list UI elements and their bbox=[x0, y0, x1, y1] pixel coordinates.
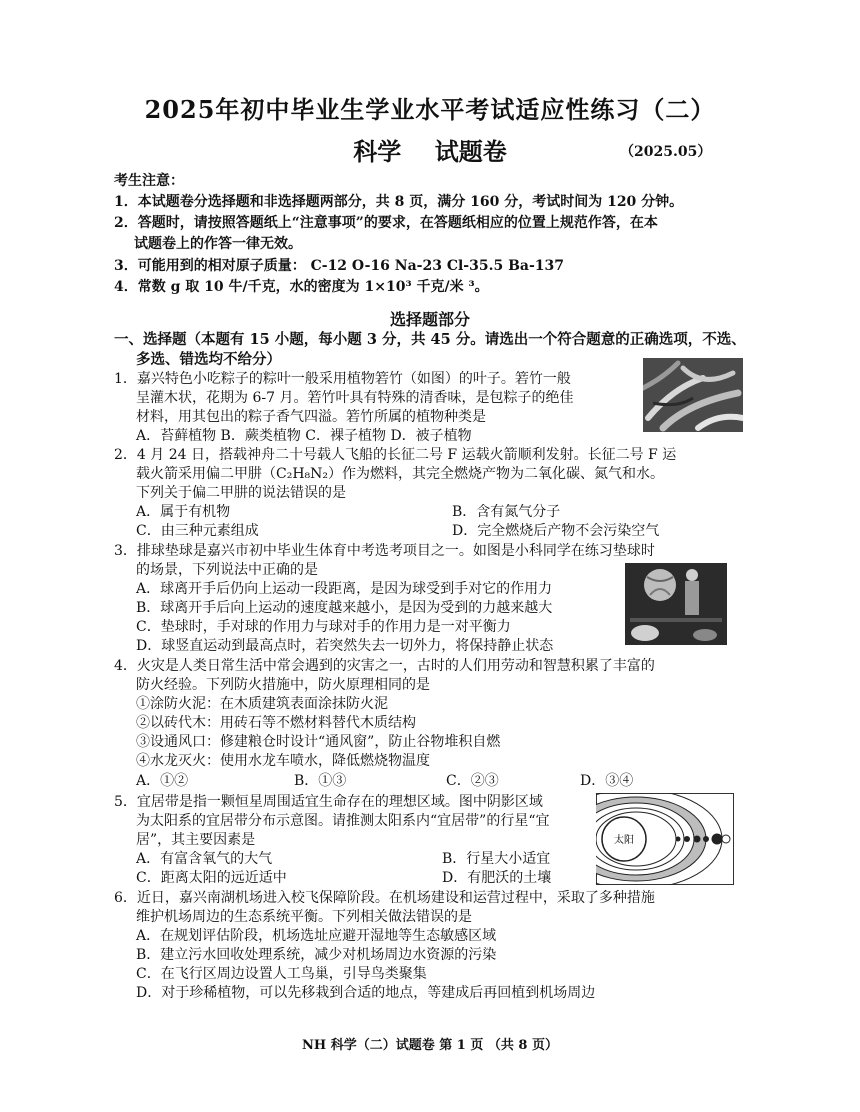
notice-item: 2．答题时，请按照答题纸上“注意事项”的要求，在答题纸相应的位置上规范作答，在本 bbox=[114, 215, 658, 231]
section-title: 选择题部分 bbox=[389, 310, 470, 329]
q1-stem: 呈灌木状，花期为 6-7 月。箬竹叶具有特殊的清香味，是包粽子的绝佳 bbox=[136, 390, 574, 406]
q5-option-a: A．有富含氧气的大气 bbox=[136, 851, 273, 867]
sun-label: 太阳 bbox=[614, 835, 634, 846]
q6-option-d: D．对于珍稀植物，可以先移栽到合适的地点，等建成后再回植到机场周边 bbox=[136, 985, 596, 1001]
bamboo-leaf-photo bbox=[643, 358, 743, 432]
q4-option-d: D．③④ bbox=[580, 773, 634, 789]
q2-stem: 下列关于偏二甲肼的说法错误的是 bbox=[136, 485, 346, 501]
q2-option-c: C．由三种元素组成 bbox=[136, 523, 259, 539]
q5-stem: 居”，其主要因素是 bbox=[136, 832, 256, 848]
q3-option-a: A．球离开手后仍向上运动一段距离，是因为球受到手对它的作用力 bbox=[136, 581, 553, 597]
notice-item: 4．常数 g 取 10 牛/千克，水的密度为 1×10³ 千克/米 ³。 bbox=[114, 279, 489, 295]
q6-option-a: A．在规划评估阶段，机场选址应避开湿地等生态敏感区域 bbox=[136, 928, 497, 944]
q3-stem: 3．排球垫球是嘉兴市初中毕业生体育中考选考项目之一。如图是小科同学在练习垫球时 bbox=[114, 543, 655, 559]
q3-stem: 的场景，下列说法中正确的是 bbox=[136, 562, 318, 578]
q2-option-a: A．属于有机物 bbox=[136, 504, 231, 520]
exam-date: （2025.05） bbox=[620, 144, 712, 160]
section-intro: 多选、错选均不给分） bbox=[136, 351, 281, 368]
q3-option-b: B．球离开手后向上运动的速度越来越小，是因为受到的力越来越大 bbox=[136, 600, 553, 616]
exam-title: 2025年初中毕业生学业水平考试适应性练习（二） bbox=[144, 95, 716, 124]
q4-option-c: C．②③ bbox=[446, 773, 499, 789]
notice-heading: 考生注意： bbox=[114, 173, 184, 189]
q5-stem: 5．宜居带是指一颗恒星周围适宜生命存在的理想区域。图中阴影区域 bbox=[114, 794, 543, 810]
habitable-zone-diagram bbox=[596, 793, 734, 885]
q1-options: A．苔藓植物 B．蕨类植物 C．裸子植物 D．被子植物 bbox=[136, 428, 472, 444]
q2-option-b: B．含有氮气分子 bbox=[452, 504, 561, 520]
q1-stem: 1．嘉兴特色小吃粽子的粽叶一般采用植物箬竹（如图）的叶子。箬竹一般 bbox=[114, 371, 571, 387]
q6-option-c: C．在飞行区周边设置人工鸟巢，引导鸟类聚集 bbox=[136, 966, 427, 982]
q4-measure: ③设通风口：修建粮仓时设计“通风窗”，防止谷物堆积自燃 bbox=[136, 734, 501, 750]
q4-stem: 4．火灾是人类日常生活中常会遇到的灾害之一，古时的人们用劳动和智慧积累了丰富的 bbox=[114, 658, 655, 674]
solar-system-svg bbox=[596, 793, 734, 885]
exam-subtitle: 科学 试题卷 bbox=[353, 137, 507, 166]
q5-option-c: C．距离太阳的远近适中 bbox=[136, 870, 287, 886]
q6-stem: 6．近日，嘉兴南湖机场进入校飞保障阶段。在机场建设和运营过程中，采取了多种措施 bbox=[114, 890, 655, 906]
notice-item: 试题卷上的作答一律无效。 bbox=[134, 236, 302, 252]
q5-option-b: B．行星大小适宜 bbox=[442, 851, 551, 867]
q5-option-d: D．有肥沃的土壤 bbox=[442, 870, 552, 886]
q4-measure: ②以砖代木：用砖石等不燃材料替代木质结构 bbox=[136, 715, 416, 731]
q4-measure: ④水龙灭火：使用水龙车喷水，降低燃烧物温度 bbox=[136, 753, 430, 769]
q4-option-a: A．①② bbox=[136, 773, 189, 789]
notice-item: 1．本试题卷分选择题和非选择题两部分，共 8 页，满分 160 分，考试时间为 120 分钟。 bbox=[114, 194, 684, 210]
q4-option-b: B．①③ bbox=[294, 773, 347, 789]
q1-stem: 材料，用其包出的粽子香气四溢。箬竹所属的植物种类是 bbox=[136, 409, 486, 425]
q2-stem: 载火箭采用偏二甲肼（C₂H₈N₂）作为燃料，其完全燃烧产物为二氧化碳、氮气和水。 bbox=[136, 466, 665, 482]
q6-option-b: B．建立污水回收处理系统，减少对机场周边水资源的污染 bbox=[136, 947, 497, 963]
q2-stem: 2．4 月 24 日，搭载神舟二十号载人飞船的长征二号 F 运载火箭顺利发射。长征二号 F 运 bbox=[114, 447, 677, 463]
q5-stem: 为太阳系的宜居带分布示意图。请推测太阳系内“宜居带”的行星“宜 bbox=[136, 813, 550, 829]
page-footer: NH 科学（二）试题卷 第 1 页 （共 8 页） bbox=[302, 1038, 558, 1053]
q6-stem: 维护机场周边的生态系统平衡。下列相关做法错误的是 bbox=[136, 909, 472, 925]
section-intro: 一、选择题（本题有 15 小题，每小题 3 分，共 45 分。请选出一个符合题意的正确选项，不选、 bbox=[114, 331, 746, 348]
q3-option-c: C．垫球时，手对球的作用力与球对手的作用力是一对平衡力 bbox=[136, 619, 511, 635]
q4-measure: ①涂防火泥：在木质建筑表面涂抹防火泥 bbox=[136, 696, 388, 712]
q2-option-d: D．完全燃烧后产物不会污染空气 bbox=[452, 523, 660, 539]
notice-item: 3．可能用到的相对原子质量： C-12 O-16 Na-23 Cl-35.5 Ba-137 bbox=[114, 258, 565, 274]
q4-stem: 防火经验。下列防火措施中，防火原理相同的是 bbox=[136, 677, 430, 693]
volleyball-photo bbox=[625, 563, 727, 645]
q3-option-d: D．球竖直运动到最高点时，若突然失去一切外力，将保持静止状态 bbox=[136, 638, 554, 654]
